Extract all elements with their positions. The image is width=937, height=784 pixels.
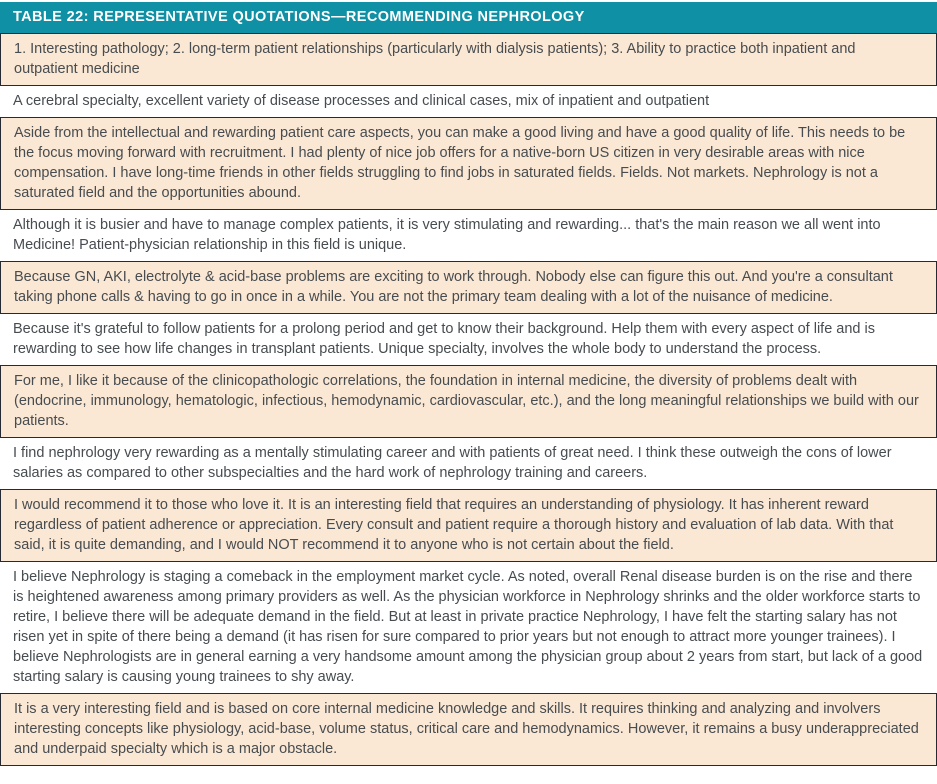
- quote-row-5: Because GN, AKI, electrolyte & acid-base problems are exciting to work through. Nobody else can figure this out. And you're a consultant taking phone calls & having to go in once in a while. You are not the primary team dealing with a lot of the nuisance of medicine.: [0, 261, 937, 314]
- quote-row-3: Aside from the intellectual and rewarding patient care aspects, you can make a good living and have a good quality of life. This needs to be the focus moving forward with recruitment. I had plenty of nice job offers for a native-born US citizen in very desirable areas with nice compensation. I have long-time friends in other fields struggling to find jobs in saturated fields. Fields. Not markets. Nephrology is not a saturated field and the opportunities abound.: [0, 117, 937, 210]
- table-title: TABLE 22: REPRESENTATIVE QUOTATIONS—RECOMMENDING NEPHROLOGY: [0, 2, 937, 33]
- quote-row-8: I find nephrology very rewarding as a mentally stimulating career and with patients of great need. I think these outweigh the cons of lower salaries as compared to other subspecialties and the hard work of nephrology training and careers.: [0, 438, 937, 489]
- quotations-table: [0, 2, 937, 766]
- quote-row-1: 1. Interesting pathology; 2. long-term patient relationships (particularly with dialysis patients); 3. Ability to practice both inpatient and outpatient medicine: [0, 33, 937, 86]
- quote-row-9: I would recommend it to those who love it. It is an interesting field that requires an understanding of physiology. It has inherent reward regardless of patient adherence or appreciation. Every consult and patient require a thorough history and evaluation of lab data. With that said, it is quite demanding, and I would NOT recommend it to anyone who is not certain about the field.: [0, 489, 937, 562]
- quote-row-4: Although it is busier and have to manage complex patients, it is very stimulating and rewarding... that's the main reason we all went into Medicine! Patient-physician relationship in this field is unique.: [0, 210, 937, 261]
- quote-row-2: A cerebral specialty, excellent variety of disease processes and clinical cases, mix of inpatient and outpatient: [0, 86, 937, 117]
- quote-row-11: It is a very interesting field and is based on core internal medicine knowledge and skills. It requires thinking and analyzing and involvers interesting concepts like physiology, acid-base, volume status, critical care and hemodynamics. However, it remains a busy underappreciated and underpaid specialty which is a major obstacle.: [0, 693, 937, 766]
- quote-row-6: Because it's grateful to follow patients for a prolong period and get to know their background. Help them with every aspect of life and is rewarding to see how life changes in transplant patients. Unique specialty, involves the whole body to understand the process.: [0, 314, 937, 365]
- quote-row-7: For me, I like it because of the clinicopathologic correlations, the foundation in internal medicine, the diversity of problems dealt with (endocrine, immunology, hematologic, infectious, hemodynamic, cardiovascular, etc.), and the long meaningful relationships we build with our patients.: [0, 365, 937, 438]
- quote-row-10: I believe Nephrology is staging a comeback in the employment market cycle. As noted, overall Renal disease burden is on the rise and there is heightened awareness among primary providers as well. As the physician workforce in Nephrology shrinks and the older workforce starts to retire, I believe there will be adequate demand in the field. But at least in private practice Nephrology, I have felt the starting salary has not risen yet in spite of there being a demand (it has risen for sure compared to prior years but not enough to attract more younger trainees). I believe Nephrologists are in general earning a very handsome amount among the physician group about 2 years from start, but lack of a good starting salary is causing young trainees to shy away.: [0, 562, 937, 693]
